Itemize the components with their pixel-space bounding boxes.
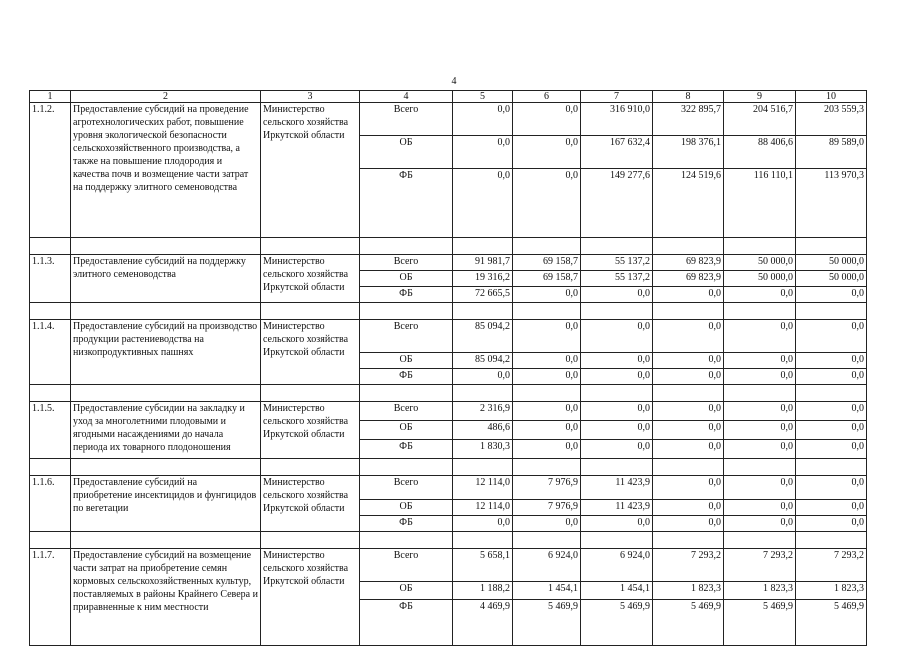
measure-name: Предоставление субсидии на закладку и уход за многолетними плодовыми и ягодными насаждениями до начала периода их товарного плодоношения xyxy=(71,402,261,459)
amount-cell: 85 094,2 xyxy=(453,320,513,353)
amount-cell: 0,0 xyxy=(513,103,581,136)
header-cell: 9 xyxy=(724,91,796,103)
funding-source: ОБ xyxy=(360,353,453,369)
spacer-cell xyxy=(30,385,71,402)
spacer-cell xyxy=(30,532,71,549)
amount-cell: 4 469,9 xyxy=(453,600,513,646)
funding-source: Всего xyxy=(360,476,453,500)
amount-cell: 0,0 xyxy=(653,320,724,353)
spacer-row xyxy=(30,459,867,476)
amount-cell: 50 000,0 xyxy=(724,255,796,271)
amount-cell: 322 895,7 xyxy=(653,103,724,136)
spacer-cell xyxy=(71,303,261,320)
spacer-cell xyxy=(513,303,581,320)
spacer-cell xyxy=(71,238,261,255)
amount-cell: 0,0 xyxy=(513,287,581,303)
amount-cell: 0,0 xyxy=(796,287,867,303)
amount-cell: 316 910,0 xyxy=(581,103,653,136)
measure-name: Предоставление субсидий на возмещение части затрат на приобретение семян кормовых сельскохозяйственных культур, поставляемых в районы Крайнего Севера и приравненные к ним местности xyxy=(71,549,261,646)
spacer-cell xyxy=(796,303,867,320)
spacer-cell xyxy=(796,532,867,549)
item-code: 1.1.4. xyxy=(30,320,71,385)
amount-cell: 7 293,2 xyxy=(796,549,867,582)
spacer-cell xyxy=(71,459,261,476)
amount-cell: 0,0 xyxy=(653,421,724,440)
item-code: 1.1.2. xyxy=(30,103,71,238)
spacer-cell xyxy=(724,303,796,320)
funding-source: ОБ xyxy=(360,582,453,600)
amount-cell: 0,0 xyxy=(513,440,581,459)
spacer-cell xyxy=(513,385,581,402)
spacer-cell xyxy=(360,238,453,255)
amount-cell: 0,0 xyxy=(796,369,867,385)
amount-cell: 0,0 xyxy=(653,287,724,303)
spacer-cell xyxy=(796,385,867,402)
spacer-row xyxy=(30,303,867,320)
spacer-cell xyxy=(581,303,653,320)
spacer-cell xyxy=(360,385,453,402)
spacer-cell xyxy=(796,238,867,255)
amount-cell: 69 158,7 xyxy=(513,271,581,287)
amount-cell: 5 658,1 xyxy=(453,549,513,582)
amount-cell: 89 589,0 xyxy=(796,136,867,169)
amount-cell: 5 469,9 xyxy=(796,600,867,646)
amount-cell: 55 137,2 xyxy=(581,255,653,271)
spacer-cell xyxy=(71,385,261,402)
page-number: 4 xyxy=(451,76,457,87)
spacer-cell xyxy=(453,459,513,476)
spacer-cell xyxy=(453,532,513,549)
amount-cell: 124 519,6 xyxy=(653,169,724,238)
amount-cell: 116 110,1 xyxy=(724,169,796,238)
executor-org: Министерство сельского хозяйства Иркутской области xyxy=(261,549,360,646)
spacer-cell xyxy=(453,303,513,320)
amount-cell: 0,0 xyxy=(724,500,796,516)
spacer-cell xyxy=(513,459,581,476)
amount-cell: 0,0 xyxy=(653,500,724,516)
amount-cell: 0,0 xyxy=(513,169,581,238)
amount-cell: 0,0 xyxy=(724,402,796,421)
amount-cell: 0,0 xyxy=(513,136,581,169)
spacer-row xyxy=(30,385,867,402)
amount-cell: 7 976,9 xyxy=(513,476,581,500)
spacer-cell xyxy=(724,532,796,549)
amount-cell: 0,0 xyxy=(513,402,581,421)
spacer-cell xyxy=(261,532,360,549)
funding-source: ФБ xyxy=(360,600,453,646)
spacer-row xyxy=(30,532,867,549)
amount-cell: 7 293,2 xyxy=(653,549,724,582)
funding-source: ФБ xyxy=(360,516,453,532)
amount-cell: 5 469,9 xyxy=(581,600,653,646)
amount-cell: 1 823,3 xyxy=(796,582,867,600)
amount-cell: 69 823,9 xyxy=(653,271,724,287)
amount-cell: 55 137,2 xyxy=(581,271,653,287)
table-row xyxy=(30,320,867,353)
funding-source: Всего xyxy=(360,549,453,582)
amount-cell: 167 632,4 xyxy=(581,136,653,169)
amount-cell: 6 924,0 xyxy=(581,549,653,582)
spacer-cell xyxy=(653,303,724,320)
measure-name: Предоставление субсидий на проведение агротехнологических работ, повышение уровня экологической безопасности сельскохозяйственного производства, а также на повышение плодородия и качества почв и возмещение части затрат на поддержку элитного семеноводства xyxy=(71,103,261,238)
spacer-cell xyxy=(30,303,71,320)
header-cell: 4 xyxy=(360,91,453,103)
funding-source: ФБ xyxy=(360,440,453,459)
amount-cell: 0,0 xyxy=(453,103,513,136)
spacer-cell xyxy=(653,385,724,402)
spacer-cell xyxy=(724,238,796,255)
amount-cell: 0,0 xyxy=(653,476,724,500)
table-row xyxy=(30,476,867,500)
amount-cell: 0,0 xyxy=(796,500,867,516)
measure-name: Предоставление субсидий на приобретение инсектицидов и фунгицидов по вегетации xyxy=(71,476,261,532)
table-row xyxy=(30,402,867,421)
amount-cell: 1 188,2 xyxy=(453,582,513,600)
amount-cell: 72 665,5 xyxy=(453,287,513,303)
amount-cell: 0,0 xyxy=(796,440,867,459)
spacer-cell xyxy=(453,238,513,255)
table-body xyxy=(30,91,867,646)
amount-cell: 0,0 xyxy=(453,169,513,238)
header-cell: 8 xyxy=(653,91,724,103)
spacer-cell xyxy=(513,238,581,255)
funding-source: ОБ xyxy=(360,136,453,169)
amount-cell: 19 316,2 xyxy=(453,271,513,287)
amount-cell: 5 469,9 xyxy=(724,600,796,646)
amount-cell: 0,0 xyxy=(581,320,653,353)
spacer-cell xyxy=(71,532,261,549)
table-row xyxy=(30,255,867,271)
spacer-cell xyxy=(453,385,513,402)
amount-cell: 0,0 xyxy=(653,353,724,369)
amount-cell: 0,0 xyxy=(724,476,796,500)
header-cell: 7 xyxy=(581,91,653,103)
header-cell: 6 xyxy=(513,91,581,103)
header-row xyxy=(30,91,867,103)
spacer-cell xyxy=(360,532,453,549)
amount-cell: 0,0 xyxy=(513,353,581,369)
amount-cell: 0,0 xyxy=(581,440,653,459)
table-row xyxy=(30,549,867,582)
amount-cell: 0,0 xyxy=(724,353,796,369)
item-code: 1.1.5. xyxy=(30,402,71,459)
amount-cell: 11 423,9 xyxy=(581,476,653,500)
amount-cell: 149 277,6 xyxy=(581,169,653,238)
amount-cell: 0,0 xyxy=(453,369,513,385)
amount-cell: 91 981,7 xyxy=(453,255,513,271)
amount-cell: 1 830,3 xyxy=(453,440,513,459)
amount-cell: 0,0 xyxy=(724,440,796,459)
spacer-cell xyxy=(261,459,360,476)
amount-cell: 0,0 xyxy=(581,402,653,421)
amount-cell: 0,0 xyxy=(724,516,796,532)
executor-org: Министерство сельского хозяйства Иркутской области xyxy=(261,255,360,303)
amount-cell: 0,0 xyxy=(581,516,653,532)
amount-cell: 0,0 xyxy=(581,353,653,369)
header-cell: 3 xyxy=(261,91,360,103)
amount-cell: 50 000,0 xyxy=(724,271,796,287)
amount-cell: 486,6 xyxy=(453,421,513,440)
funding-source: ОБ xyxy=(360,500,453,516)
executor-org: Министерство сельского хозяйства Иркутской области xyxy=(261,103,360,238)
amount-cell: 0,0 xyxy=(653,402,724,421)
amount-cell: 0,0 xyxy=(513,320,581,353)
funding-source: ОБ xyxy=(360,421,453,440)
item-code: 1.1.3. xyxy=(30,255,71,303)
funding-source: Всего xyxy=(360,320,453,353)
amount-cell: 0,0 xyxy=(724,369,796,385)
executor-org: Министерство сельского хозяйства Иркутской области xyxy=(261,402,360,459)
amount-cell: 1 823,3 xyxy=(724,582,796,600)
spacer-cell xyxy=(30,459,71,476)
spacer-cell xyxy=(261,238,360,255)
spacer-cell xyxy=(513,532,581,549)
amount-cell: 88 406,6 xyxy=(724,136,796,169)
spacer-cell xyxy=(360,459,453,476)
item-code: 1.1.7. xyxy=(30,549,71,646)
spacer-cell xyxy=(30,238,71,255)
spacer-cell xyxy=(724,459,796,476)
spacer-cell xyxy=(653,238,724,255)
amount-cell: 0,0 xyxy=(513,421,581,440)
amount-cell: 0,0 xyxy=(581,369,653,385)
spacer-cell xyxy=(261,385,360,402)
amount-cell: 69 823,9 xyxy=(653,255,724,271)
header-cell: 1 xyxy=(30,91,71,103)
amount-cell: 12 114,0 xyxy=(453,500,513,516)
spacer-row xyxy=(30,238,867,255)
amount-cell: 113 970,3 xyxy=(796,169,867,238)
header-cell: 2 xyxy=(71,91,261,103)
amount-cell: 0,0 xyxy=(796,320,867,353)
executor-org: Министерство сельского хозяйства Иркутской области xyxy=(261,320,360,385)
amount-cell: 69 158,7 xyxy=(513,255,581,271)
spacer-cell xyxy=(261,303,360,320)
table-row xyxy=(30,103,867,136)
spacer-cell xyxy=(653,532,724,549)
measure-name: Предоставление субсидий на поддержку элитного семеноводства xyxy=(71,255,261,303)
amount-cell: 50 000,0 xyxy=(796,271,867,287)
spacer-cell xyxy=(581,238,653,255)
amount-cell: 5 469,9 xyxy=(513,600,581,646)
funding-source: ФБ xyxy=(360,369,453,385)
executor-org: Министерство сельского хозяйства Иркутской области xyxy=(261,476,360,532)
amount-cell: 0,0 xyxy=(653,516,724,532)
spacer-cell xyxy=(653,459,724,476)
amount-cell: 0,0 xyxy=(796,516,867,532)
funding-source: ФБ xyxy=(360,169,453,238)
amount-cell: 7 976,9 xyxy=(513,500,581,516)
amount-cell: 0,0 xyxy=(724,287,796,303)
measure-name: Предоставление субсидий на производство продукции растениеводства на низкопродуктивных пашнях xyxy=(71,320,261,385)
amount-cell: 0,0 xyxy=(724,421,796,440)
amount-cell: 0,0 xyxy=(796,421,867,440)
amount-cell: 0,0 xyxy=(653,440,724,459)
amount-cell: 0,0 xyxy=(796,476,867,500)
amount-cell: 204 516,7 xyxy=(724,103,796,136)
amount-cell: 0,0 xyxy=(513,369,581,385)
amount-cell: 7 293,2 xyxy=(724,549,796,582)
amount-cell: 1 454,1 xyxy=(513,582,581,600)
budget-table xyxy=(29,90,867,646)
amount-cell: 2 316,9 xyxy=(453,402,513,421)
amount-cell: 0,0 xyxy=(653,369,724,385)
amount-cell: 0,0 xyxy=(796,353,867,369)
funding-source: Всего xyxy=(360,255,453,271)
spacer-cell xyxy=(581,459,653,476)
funding-source: Всего xyxy=(360,103,453,136)
amount-cell: 0,0 xyxy=(581,287,653,303)
funding-source: ОБ xyxy=(360,271,453,287)
funding-source: Всего xyxy=(360,402,453,421)
spacer-cell xyxy=(581,532,653,549)
header-cell: 5 xyxy=(453,91,513,103)
amount-cell: 5 469,9 xyxy=(653,600,724,646)
amount-cell: 1 823,3 xyxy=(653,582,724,600)
amount-cell: 85 094,2 xyxy=(453,353,513,369)
spacer-cell xyxy=(360,303,453,320)
amount-cell: 0,0 xyxy=(453,136,513,169)
spacer-cell xyxy=(796,459,867,476)
amount-cell: 12 114,0 xyxy=(453,476,513,500)
amount-cell: 0,0 xyxy=(513,516,581,532)
amount-cell: 50 000,0 xyxy=(796,255,867,271)
amount-cell: 1 454,1 xyxy=(581,582,653,600)
amount-cell: 0,0 xyxy=(453,516,513,532)
amount-cell: 11 423,9 xyxy=(581,500,653,516)
spacer-cell xyxy=(581,385,653,402)
spacer-cell xyxy=(724,385,796,402)
amount-cell: 203 559,3 xyxy=(796,103,867,136)
amount-cell: 198 376,1 xyxy=(653,136,724,169)
amount-cell: 6 924,0 xyxy=(513,549,581,582)
amount-cell: 0,0 xyxy=(724,320,796,353)
amount-cell: 0,0 xyxy=(796,402,867,421)
header-cell: 10 xyxy=(796,91,867,103)
funding-source: ФБ xyxy=(360,287,453,303)
item-code: 1.1.6. xyxy=(30,476,71,532)
amount-cell: 0,0 xyxy=(581,421,653,440)
